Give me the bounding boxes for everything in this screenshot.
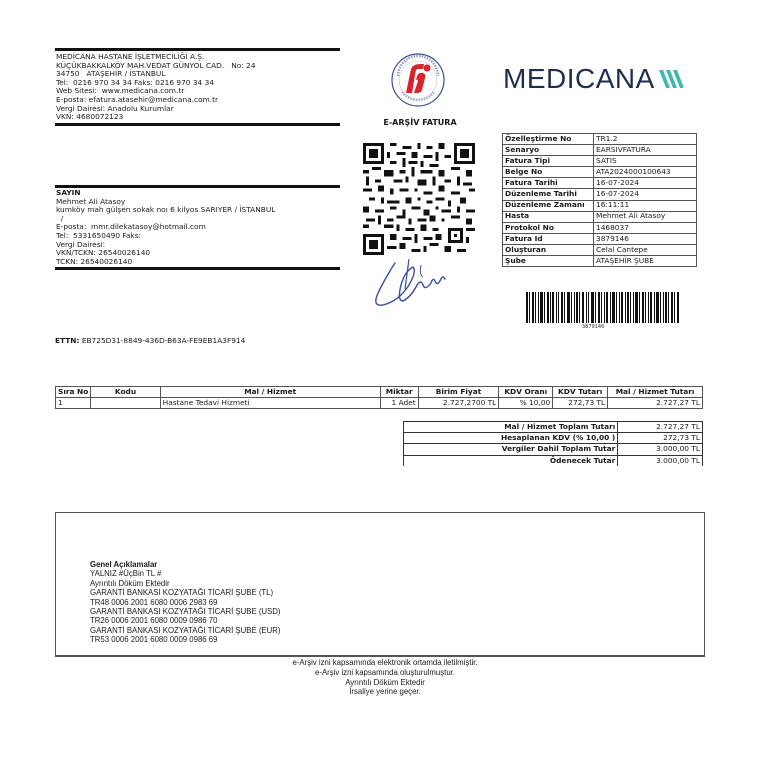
buyer-info xyxy=(55,185,340,270)
seller-info xyxy=(55,48,340,126)
line-items-table xyxy=(55,386,703,409)
meta-row xyxy=(503,222,697,233)
seller-line: VKN: 4680072123 xyxy=(56,112,124,122)
meta-row xyxy=(503,145,697,156)
cell-tutar: 2.727,27 TL xyxy=(608,398,703,409)
signature xyxy=(365,255,465,317)
notes-line: YALNIZ #ÜçBin TL # xyxy=(90,569,162,579)
meta-row xyxy=(503,167,697,178)
buyer-line: Mehmet Ali Atasoy xyxy=(56,196,126,206)
meta-label: Senaryo xyxy=(503,145,594,156)
footer-line: e-Arşiv izni kapsamında oluşturulmuştur. xyxy=(315,667,455,677)
notes-line: Ayrıntılı Döküm Ektedir xyxy=(90,578,170,588)
total-label: Vergiler Dahil Toplam Tutar xyxy=(404,444,618,455)
buyer-line: VKN/TCKN: 26540026140 xyxy=(56,248,151,258)
meta-value: 3879146 xyxy=(594,233,697,244)
meta-row xyxy=(503,156,697,167)
cell-kodu xyxy=(91,398,160,409)
total-label: Mal / Hizmet Toplam Tutarı xyxy=(404,422,618,433)
seller-line: Vergi Dairesi: Anadolu Kurumlar xyxy=(56,103,174,113)
totals-row xyxy=(404,444,703,455)
ettn-label: ETTN: xyxy=(55,336,80,345)
cell-kdv-orani: % 10,00 xyxy=(499,398,553,409)
seller-line: E-posta: efatura.atasehir@medicana.com.tr xyxy=(56,94,219,104)
notes-heading: Genel Açıklamalar xyxy=(90,560,158,569)
meta-value: TR1.2 xyxy=(594,134,697,145)
notes-line: GARANTİ BANKASI KOZYATAĞI TİCARİ ŞUBE (USD) xyxy=(90,607,281,617)
meta-label: Fatura Tarihi xyxy=(503,178,594,189)
barcode xyxy=(526,292,686,332)
footer-line: e-Arşiv izni kapsamında elektronik ortamda iletilmiştir. xyxy=(292,658,478,667)
col-kdv-tutari: KDV Tutarı xyxy=(553,387,608,398)
notes-line: GARANTİ BANKASI KOZYATAĞI TİCARİ ŞUBE (EUR) xyxy=(90,625,281,635)
table-row xyxy=(56,398,703,409)
meta-label: Oluşturan xyxy=(503,244,594,255)
meta-label: Düzenleme Zamanı xyxy=(503,200,594,211)
col-kodu: Kodu xyxy=(91,387,160,398)
seller-line: Tel: 0216 970 34 34 Faks: 0216 970 34 34 xyxy=(56,77,215,87)
totals-row xyxy=(404,455,703,466)
seller-line: Web Sitesi: www.medicana.com.tr xyxy=(56,86,185,96)
total-value: 272,73 TL xyxy=(618,433,703,444)
document-title: E-ARŞİV FATURA xyxy=(383,118,457,127)
footer-notes xyxy=(180,658,590,697)
col-birim-fiyat: Birim Fiyat xyxy=(418,387,499,398)
footer-line: İrsaliye yerine geçer. xyxy=(349,687,421,697)
brand-stripes-icon xyxy=(657,67,683,91)
seller-line: 34750 ATAŞEHİR / İSTANBUL xyxy=(56,69,166,79)
meta-label: Hasta xyxy=(503,211,594,222)
meta-row xyxy=(503,233,697,244)
buyer-line: / xyxy=(56,213,64,223)
col-miktar: Miktar xyxy=(380,387,418,398)
meta-value: 16-07-2024 xyxy=(594,178,697,189)
seller-line: KÜÇÜKBAKKALKÖY MAH.VEDAT GÜNYOL CAD. No: 24 xyxy=(56,60,256,70)
buyer-line: E-posta: mmr.dilekatasoy@hotmail.com xyxy=(56,222,206,232)
meta-label: Fatura Tipi xyxy=(503,156,594,167)
cell-miktar: 1 Adet xyxy=(380,398,418,409)
totals-row xyxy=(404,433,703,444)
ettn xyxy=(55,336,245,345)
col-kdv-orani: KDV Oranı xyxy=(499,387,553,398)
meta-value: Celal Cantepe xyxy=(594,244,697,255)
buyer-line: Tel: 5331650490 Faks: xyxy=(56,230,142,240)
meta-label: Protokol No xyxy=(503,222,594,233)
ettn-value: EB725D31-8849-436D-B63A-FE9EB1A3F914 xyxy=(81,336,246,345)
cell-kdv-tutari: 272,73 TL xyxy=(553,398,608,409)
meta-label: Fatura Id xyxy=(503,233,594,244)
qr-code xyxy=(363,143,475,255)
cell-birim-fiyat: 2.727,2700 TL xyxy=(418,398,499,409)
meta-value: ATA2024000100643 xyxy=(594,167,697,178)
meta-value: 1468037 xyxy=(594,222,697,233)
notes-line: GARANTİ BANKASI KOZYATAĞI TİCARİ ŞUBE (TL) xyxy=(90,588,274,598)
meta-value: 16:11:11 xyxy=(594,200,697,211)
invoice-meta-table xyxy=(502,133,697,267)
notes-line: TR26 0006 2001 6080 0009 0986 70 xyxy=(90,616,218,626)
meta-row xyxy=(503,211,697,222)
totals-row xyxy=(404,422,703,433)
totals-table xyxy=(403,421,703,466)
meta-value: SATIS xyxy=(594,156,697,167)
total-value: 2.727,27 TL xyxy=(618,422,703,433)
total-value: 3.000,00 TL xyxy=(618,455,703,466)
meta-row xyxy=(503,189,697,200)
buyer-heading: SAYIN xyxy=(56,188,81,197)
col-tutar: Mal / Hizmet Tutarı xyxy=(608,387,703,398)
meta-row xyxy=(503,200,697,211)
meta-label: Özelleştirme No xyxy=(503,134,594,145)
meta-value: ATAŞEHİR ŞUBE xyxy=(594,256,697,267)
meta-value: 16-07-2024 xyxy=(594,189,697,200)
general-notes-box xyxy=(55,512,705,657)
brand-name: MEDICANA xyxy=(503,63,655,94)
barcode-value: 3879146 xyxy=(582,324,605,330)
cell-hizmet: Hastane Tedavi Hizmeti xyxy=(160,398,380,409)
meta-value: EARSIVFATURA xyxy=(594,145,697,156)
buyer-line: kumköy mah gülşen sokak nоı 6 kilyos SARIYER / İSTANBUL xyxy=(56,205,276,215)
total-label: Ödenecek Tutar xyxy=(404,455,618,466)
meta-row xyxy=(503,244,697,255)
meta-row xyxy=(503,134,697,145)
meta-label: Düzenleme Tarihi xyxy=(503,189,594,200)
buyer-line: Vergi Dairesi: xyxy=(56,239,106,249)
meta-label: Şube xyxy=(503,256,594,267)
notes-line: TR48 0006 2001 6080 0006 2983 69 xyxy=(90,597,218,607)
meta-row xyxy=(503,256,697,267)
col-sira-no: Sıra No xyxy=(56,387,91,398)
footer-line: Ayrıntılı Döküm Ektedir xyxy=(345,677,425,687)
table-header-row xyxy=(56,387,703,398)
total-value: 3.000,00 TL xyxy=(618,444,703,455)
notes-line: TR53 0006 2001 6080 0009 0986 69 xyxy=(90,635,218,645)
gib-logo-icon xyxy=(390,52,446,108)
meta-row xyxy=(503,178,697,189)
total-label: Hesaplanan KDV (% 10,00 ) xyxy=(404,433,618,444)
meta-value: Mehmet Ali Atasoy xyxy=(594,211,697,222)
cell-sira: 1 xyxy=(56,398,91,409)
col-mal-hizmet: Mal / Hizmet xyxy=(160,387,380,398)
buyer-line: TCKN: 26540026140 xyxy=(56,256,133,266)
meta-label: Belge No xyxy=(503,167,594,178)
medicana-logo xyxy=(503,64,683,94)
seller-line: MEDİCANA HASTANE İŞLETMECİLİĞİ A.Ş. xyxy=(56,52,205,61)
